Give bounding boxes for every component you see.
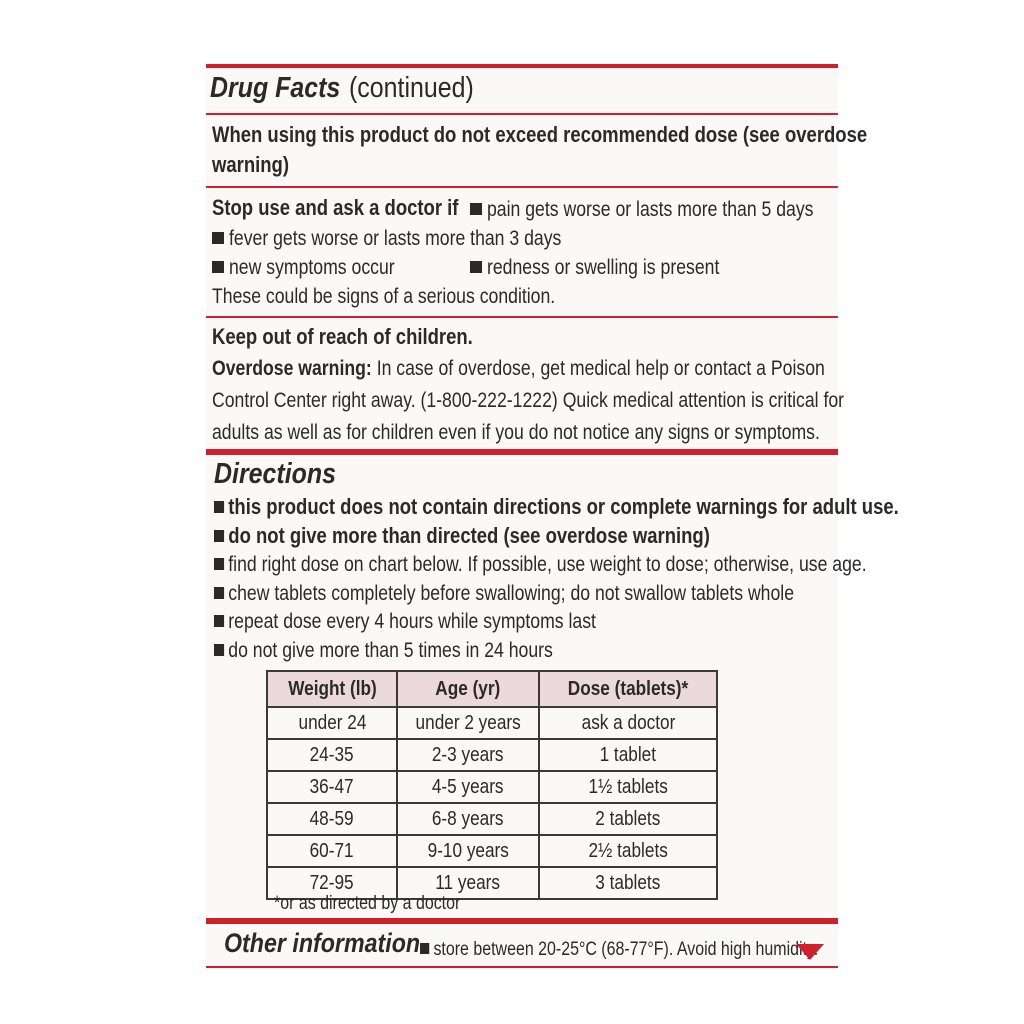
directions-bold-item-2: do not give more than directed (see overdose warning) xyxy=(214,525,804,547)
bullet-icon xyxy=(214,644,224,656)
section-rule-thick xyxy=(206,449,838,455)
header-weight: Weight (lb) xyxy=(267,671,397,707)
bullet-icon xyxy=(214,530,224,542)
header-age: Age (yr) xyxy=(397,671,539,707)
age-cell: 9-10 years xyxy=(397,835,539,867)
age-cell: 6-8 years xyxy=(397,803,539,835)
bottom-rule xyxy=(206,966,838,968)
bullet-icon xyxy=(470,203,482,215)
dosage-table xyxy=(266,670,718,900)
section-rule xyxy=(206,186,838,188)
table-row xyxy=(267,707,717,739)
overdose-label: Overdose warning: xyxy=(212,357,372,380)
weight-cell: 36-47 xyxy=(267,771,397,803)
directions-bold-item-1: this product does not contain directions or complete warnings for adult use. xyxy=(214,496,1024,518)
stop-use-item-fever: fever gets worse or lasts more than 3 days xyxy=(212,228,625,249)
table-row xyxy=(267,771,717,803)
header-suffix: (continued) xyxy=(349,72,475,104)
weight-cell: under 24 xyxy=(267,707,397,739)
table-row xyxy=(267,803,717,835)
bullet-icon xyxy=(214,501,224,513)
section-rule xyxy=(206,113,838,115)
header-title: Drug Facts xyxy=(210,72,341,104)
stop-use-item-redness: redness or swelling is present xyxy=(470,257,764,278)
top-rule xyxy=(206,64,838,68)
other-info-heading: Other information xyxy=(224,928,421,958)
table-row xyxy=(267,739,717,771)
drug-facts-header xyxy=(210,74,495,103)
directions-item-2: chew tablets completely before swallowing; do not swallow tablets whole xyxy=(214,583,905,604)
dose-cell: ask a doctor xyxy=(539,707,717,739)
overdose-line3: adults as well as for children even if you do not notice any signs or symptoms. xyxy=(212,421,820,444)
table-row xyxy=(267,835,717,867)
directions-item-1: find right dose on chart below. If possible, use weight to dose; otherwise, use age. xyxy=(214,554,991,575)
table-footnote: *or as directed by a doctor xyxy=(274,893,461,914)
bullet-icon xyxy=(420,943,429,954)
weight-cell: 24-35 xyxy=(267,739,397,771)
weight-cell: 48-59 xyxy=(267,803,397,835)
weight-cell: 60-71 xyxy=(267,835,397,867)
bullet-icon xyxy=(212,261,224,273)
stop-use-item-new-symptoms: new symptoms occur xyxy=(212,257,426,278)
stop-use-heading: Stop use and ask a doctor if xyxy=(212,195,459,220)
age-cell: under 2 years xyxy=(397,707,539,739)
bullet-icon xyxy=(212,232,224,244)
dose-cell: 3 tablets xyxy=(539,867,717,899)
bullet-icon xyxy=(214,587,224,599)
age-cell: 2-3 years xyxy=(397,739,539,771)
overdose-line2: Control Center right away. (1-800-222-1222) Quick medical attention is critical for xyxy=(212,389,845,412)
directions-item-4: do not give more than 5 times in 24 hours xyxy=(214,640,617,661)
bullet-icon xyxy=(470,261,482,273)
dose-cell: 2½ tablets xyxy=(539,835,717,867)
bullet-icon xyxy=(214,558,224,570)
overdose-line1: Overdose warning: In case of overdose, get medical help or contact a Poison xyxy=(212,357,825,380)
age-cell: 11 years xyxy=(397,867,539,899)
dose-cell: 2 tablets xyxy=(539,803,717,835)
other-info-item: store between 20-25°C (68-77°F). Avoid high humidity. xyxy=(420,940,894,959)
dose-cell: 1½ tablets xyxy=(539,771,717,803)
section-rule-thick xyxy=(206,918,838,924)
stop-use-item-pain: pain gets worse or lasts more than 5 days xyxy=(470,199,876,220)
when-using-line1: When using this product do not exceed recommended dose (see overdose xyxy=(212,122,868,147)
keep-out-warning: Keep out of reach of children. xyxy=(212,324,473,349)
age-cell: 4-5 years xyxy=(397,771,539,803)
directions-heading: Directions xyxy=(214,458,336,490)
weight-cell: 72-95 xyxy=(267,867,397,899)
table-header-row xyxy=(267,671,717,707)
dose-cell: 1 tablet xyxy=(539,739,717,771)
continue-triangle-icon xyxy=(796,944,824,960)
stop-use-note: These could be signs of a serious condition. xyxy=(212,285,556,308)
header-dose: Dose (tablets)* xyxy=(539,671,717,707)
section-rule xyxy=(206,316,838,318)
directions-item-3: repeat dose every 4 hours while symptoms last xyxy=(214,611,669,632)
bullet-icon xyxy=(214,615,224,627)
when-using-line2: warning) xyxy=(212,152,290,177)
